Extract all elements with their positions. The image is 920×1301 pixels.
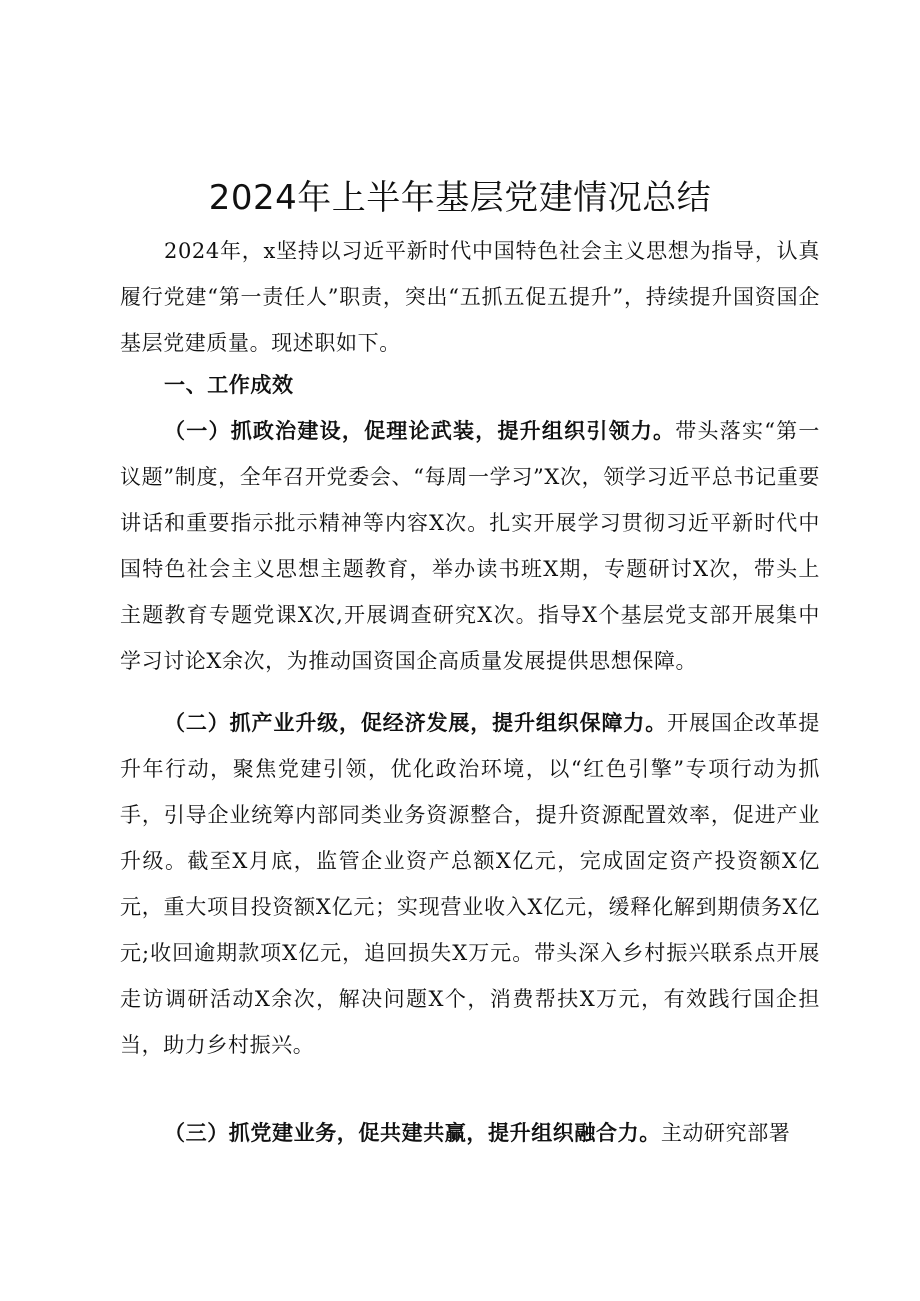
paragraph-2-text: 开展国企改革提升年行动，聚焦党建引领，优化政治环境，以“红色引擎”专项行动为抓手，引导企业统筹内部同类业务资源整合，提升资源配置效率，促进产业升级。截至X月底，监管企业资产总额X亿元，完成固定资产投资额X亿元，重大项目投资额X亿元；实现营业收入X亿元，缓释化解到期债务X亿元;收回逾期款项X亿元，追回损失X万元。带头深入乡村振兴联系点开展走访调研活动X余次，解决问题X个，消费帮扶X万元，有效践行国企担当，助力乡村振兴。 [120,711,820,1057]
paragraph-1-lead: （一）抓政治建设，促理论武装，提升组织引领力。 [164,418,676,443]
section-heading: 一、工作成效 [164,372,294,397]
paragraph-1-text: 带头落实“第一议题”制度，全年召开党委会、“每周一学习”X次，领学习近平总书记重要讲话和重要指示批示精神等内容X次。扎实开展学习贯彻习近平新时代中国特色社会主义思想主题教育，举办读书班X期，专题研讨X次，带头上主题教育专题党课X次,开展调查研究X次。指导X个基层党支部开展集中学习讨论X余次，为推动国资国企高质量发展提供思想保障。 [120,419,820,673]
paragraph-3-text: 主动研究部署 [660,1121,791,1145]
paragraph-3 [120,1110,820,1156]
paragraph-2 [120,700,820,1068]
paragraph-3-lead: （三）抓党建业务，促共建共赢，提升组织融合力。 [164,1120,661,1145]
paragraph-1 [120,408,820,684]
paragraph-2-lead: （二）抓产业升级，促经济发展，提升组织保障力。 [164,710,668,735]
document-title: 2024年上半年基层党建情况总结 [208,178,712,218]
intro-paragraph: 2024年，x坚持以习近平新时代中国特色社会主义思想为指导，认真履行党建“第一责任人”职责，突出“五抓五促五提升”，持续提升国资国企基层党建质量。现述职如下。 [120,239,820,355]
